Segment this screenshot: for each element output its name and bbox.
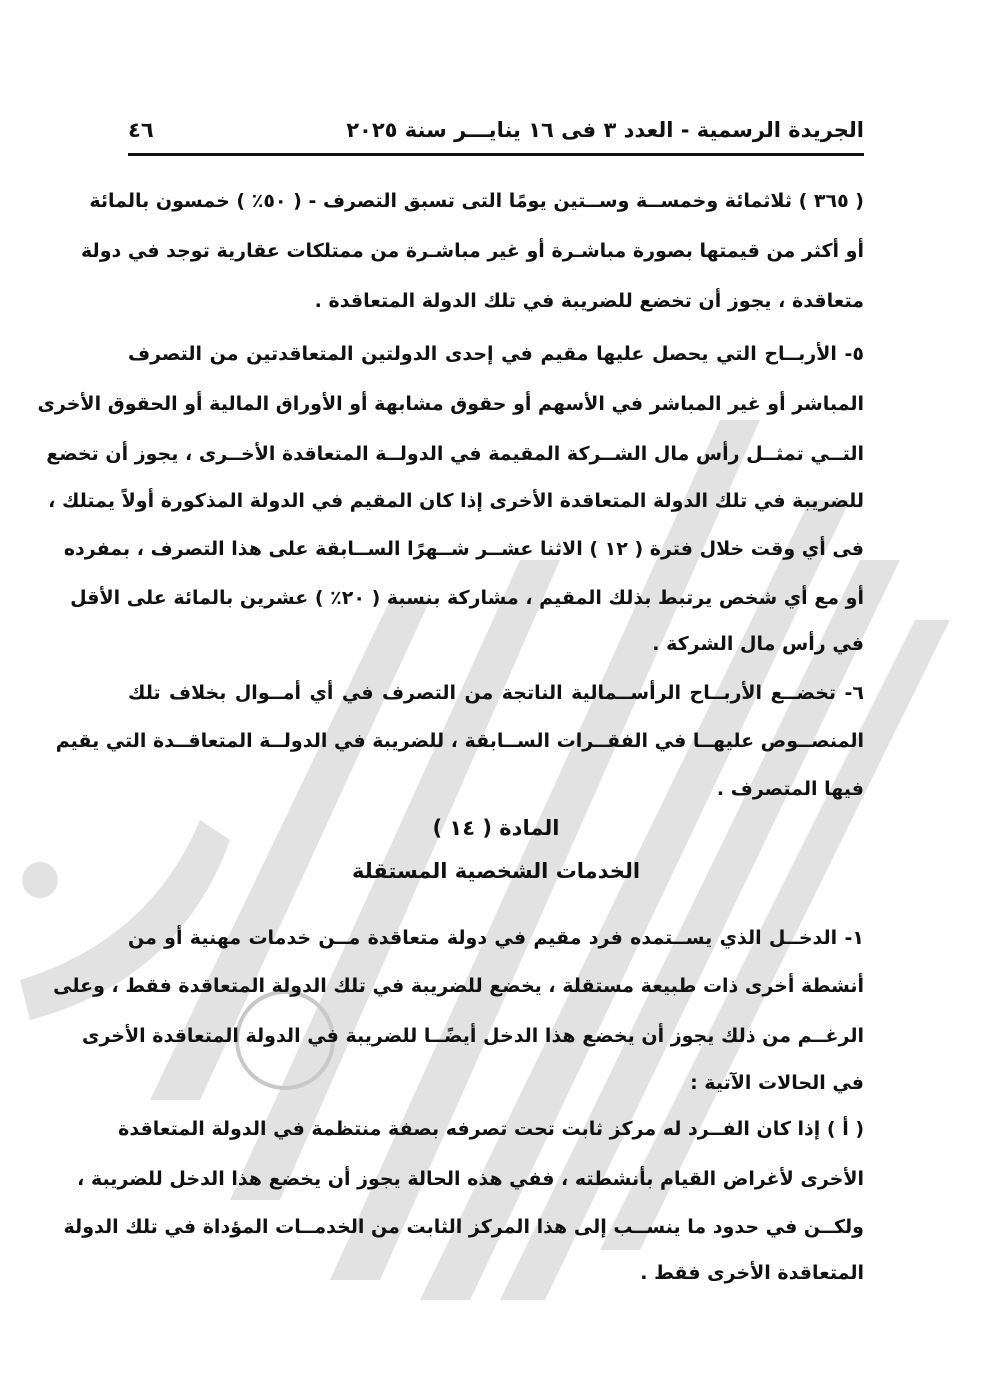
- text-line: للضريبة في تلك الدولة المتعاقدة الأخرى إذا كان المقيم في الدولة المذكورة أولاً يمتلك ،: [48, 490, 864, 512]
- text-line: ولكــن في حدود ما ينســب إلى هذا المركز الثابت من الخدمــات المؤداة في تلك الدولة: [63, 1216, 864, 1238]
- text-line: متعاقدة ، يجوز أن تخضع للضريبة في تلك الدولة المتعاقدة .: [314, 290, 864, 312]
- article-number: المادة ( ١٤ ): [432, 816, 560, 840]
- page-header: [128, 112, 864, 148]
- text-line: ٦- تخضــع الأربــاح الرأســمالية الناتجة من التصرف في أي أمــوال بخلاف تلك: [128, 682, 864, 704]
- header-title: الجريدة الرسمية - العدد ٣ فى ١٦ ينايـــر سنة ٢٠٢٥: [346, 118, 864, 142]
- text-line: المباشر أو غير المباشر في الأسهم أو حقوق مشابهة أو الأوراق المالية أو الحقوق الأخرى: [37, 393, 864, 415]
- text-line: في رأس مال الشركة .: [652, 633, 864, 655]
- text-line: أنشطة أخرى ذات طبيعة مستقلة ، يخضع للضريبة في تلك الدولة المتعاقدة فقط ، وعلى: [53, 975, 864, 997]
- text-line: ( أ ) إذا كان الفــرد له مركز ثابت تحت تصرفه بصفة منتظمة في الدولة المتعاقدة: [118, 1118, 864, 1140]
- text-line: أو أكثر من قيمتها بصورة مباشـرة أو غير مباشـرة من ممتلكات عقارية توجد في دولة: [81, 240, 864, 262]
- text-line: أو مع أي شخص يرتبط بذلك المقيم ، مشاركة بنسبة ( ٢٠٪ ) عشرين بالمائة على الأقل: [70, 587, 864, 609]
- text-line: التــي تمثــل رأس مال الشــركة المقيمة في الدولــة المتعاقدة الأخــرى ، يجوز أن تخضع: [46, 443, 864, 465]
- text-line: ٥- الأربــاح التي يحصل عليها مقيم في إحدى الدولتين المتعاقدتين من التصرف: [128, 343, 864, 365]
- text-line: فى أي وقت خلال فترة ( ١٢ ) الاثنا عشــر شــهرًا الســابقة على هذا التصرف ، بمفرده: [63, 538, 864, 560]
- text-line: في الحالات الآتية :: [690, 1072, 864, 1094]
- page-number: ٤٦: [128, 118, 154, 142]
- text-line: ( ٣٦٥ ) ثلاثمائة وخمســة وســتين يومًا التى تسبق التصرف - ( ٥٠٪ ) خمسون بالمائة: [89, 190, 864, 212]
- text-line: الأخرى لأغراض القيام بأنشطته ، ففي هذه الحالة يجوز أن يخضع هذا الدخل للضريبة ،: [77, 1168, 864, 1190]
- header-rule: [128, 153, 864, 156]
- text-line: المتعاقدة الأخرى فقط .: [640, 1262, 864, 1284]
- text-line: ١- الدخــل الذي يســتمده فرد مقيم في دولة متعاقدة مــن خدمات مهنية أو من: [128, 927, 864, 949]
- text-line: الرغــم من ذلك يجوز أن يخضع هذا الدخل أيضًــا للضريبة في الدولة المتعاقدة الأخرى: [82, 1025, 864, 1047]
- text-line: المنصــوص عليهــا في الفقــرات الســابقة ، للضريبة في الدولــة المتعاقــدة التي يقيم: [55, 730, 864, 752]
- text-line: فيها المتصرف .: [716, 778, 864, 800]
- article-title: الخدمات الشخصية المستقلة: [351, 859, 641, 883]
